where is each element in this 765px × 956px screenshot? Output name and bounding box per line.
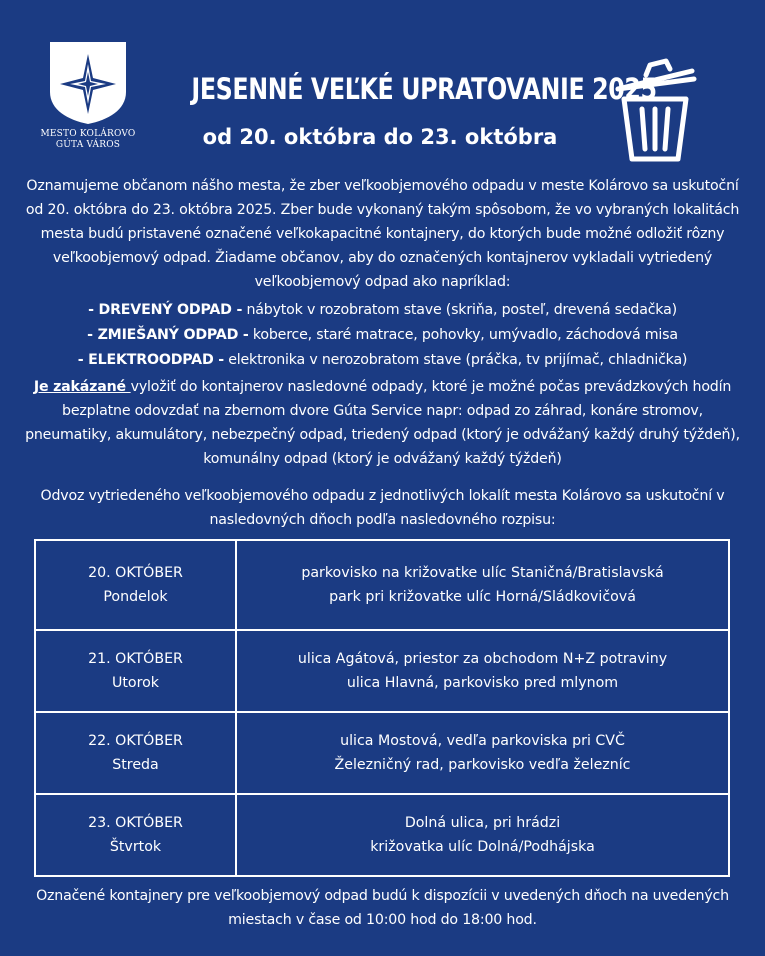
- schedule-date-cell: [35, 794, 236, 876]
- schedule-date-cell: [35, 712, 236, 794]
- waste-type-desc: koberce, staré matrace, pohovky, umývadlo, záchodová misa: [248, 327, 678, 343]
- page-title: JESENNÉ VEĽKÉ UPRATOVANIE 2025: [191, 72, 657, 106]
- schedule-day: Utorok: [111, 675, 160, 691]
- forbidden-label: Je zakázané: [33, 379, 131, 395]
- waste-type-desc: elektronika v nerozobratom stave (práčka, tv prijímač, chladnička): [223, 352, 688, 368]
- list-item: [20, 323, 745, 348]
- schedule-intro: Odvoz vytriedeného veľkoobjemového odpadu z jednotlivých lokalít mesta Kolárovo sa uskutoční v nasledovných dňoch podľa nasledovného rozpisu:: [40, 488, 725, 528]
- list-item: [20, 348, 745, 373]
- table-row: [35, 794, 729, 876]
- schedule-location-cell: [236, 630, 729, 712]
- schedule-location: Dolná ulica, pri hrádzi: [404, 815, 561, 831]
- table-row: [35, 540, 729, 630]
- schedule-day: Štvrtok: [109, 839, 162, 855]
- footer-note: Označené kontajnery pre veľkoobjemový odpad budú k dispozícii v uvedených dňoch na uvedených miestach v čase od 10:00 hod do 18:00 hod.: [36, 888, 729, 928]
- table-row: [35, 630, 729, 712]
- schedule-date-cell: [35, 540, 236, 630]
- schedule-date: 21. OKTÓBER: [88, 651, 183, 667]
- schedule-date: 22. OKTÓBER: [88, 733, 183, 749]
- schedule-date: 20. OKTÓBER: [88, 565, 183, 581]
- schedule-location: ulica Agátová, priestor za obchodom N+Z potraviny: [297, 651, 668, 667]
- table-row: [35, 712, 729, 794]
- schedule-day: Streda: [112, 757, 159, 773]
- page-subtitle: od 20. októbra do 23. októbra: [202, 125, 558, 149]
- schedule-date: 23. OKTÓBER: [88, 815, 183, 831]
- schedule-location: Železničný rad, parkovisko vedľa železníc: [334, 757, 631, 773]
- city-crest-icon: [48, 40, 128, 125]
- schedule-location: parkovisko na križovatke ulíc Staničná/Bratislavská: [301, 565, 664, 581]
- forbidden-paragraph: [20, 375, 745, 471]
- schedule-table: [34, 539, 730, 877]
- forbidden-text: vyložiť do kontajnerov nasledovné odpady, ktoré je možné počas prevádzkových hodín bezplatne odovzdať na zbernom dvore Gúta Service napr: odpad zo záhrad, konáre stromov, pneumatiky, akumulátory, nebezpečný odpad, triedený odpad (ktorý je odvážaný každý druhý týždeň), komunálny odpad (ktorý je odvážaný každý týždeň): [25, 379, 740, 467]
- schedule-location: park pri križovatke ulíc Horná/Sládkovičová: [329, 589, 636, 605]
- waste-type-list: [20, 298, 745, 373]
- schedule-day: Pondelok: [103, 589, 168, 605]
- waste-type-label: - DREVENÝ ODPAD -: [88, 302, 243, 318]
- trash-bin-icon: [610, 55, 700, 165]
- logo-line1: MESTO KOLÁROVO: [40, 129, 136, 139]
- waste-type-label: - ZMIEŠANÝ ODPAD -: [87, 327, 249, 343]
- logo-line2: GÚTA VÁROS: [55, 140, 121, 150]
- intro-paragraph: Oznamujeme občanom nášho mesta, že zber veľkoobjemového odpadu v meste Kolárovo sa uskutoční od 20. októbra do 23. októbra 2025. Zber bude vykonaný takým spôsobom, že vo vybraných lokalitách mesta budú pristavené označené veľkokapacitné kontajnery, do ktorých bude možné odložiť rôzny veľkoobjemový odpad. Žiadame občanov, aby do označených kontajnerov vykladali vytriedený veľkoobjemový odpad ako napríklad:: [25, 178, 740, 290]
- city-logo: [38, 40, 138, 151]
- waste-type-label: - ELEKTROODPAD -: [77, 352, 224, 368]
- schedule-location-cell: [236, 712, 729, 794]
- schedule-location: križovatka ulíc Dolná/Podhájska: [370, 839, 595, 855]
- list-item: [20, 298, 745, 323]
- schedule-location: ulica Hlavná, parkovisko pred mlynom: [346, 675, 619, 691]
- schedule-date-cell: [35, 630, 236, 712]
- waste-type-desc: nábytok v rozobratom stave (skriňa, posteľ, drevená sedačka): [242, 302, 677, 318]
- schedule-location: ulica Mostová, vedľa parkoviska pri CVČ: [340, 733, 625, 749]
- schedule-location-cell: [236, 794, 729, 876]
- schedule-location-cell: [236, 540, 729, 630]
